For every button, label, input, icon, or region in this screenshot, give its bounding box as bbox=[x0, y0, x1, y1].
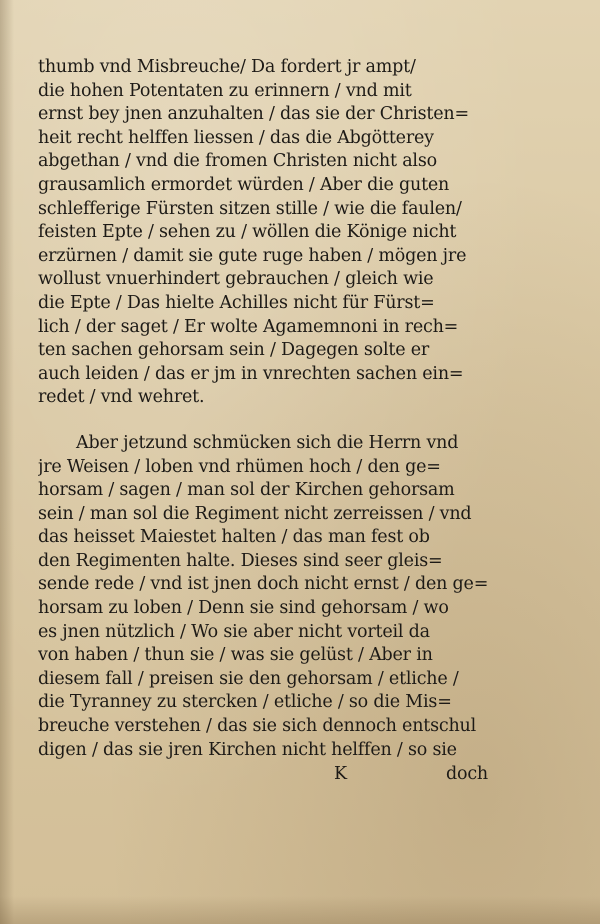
text-line: auch leiden / das er jm in vnrechten sachen ein= bbox=[38, 363, 464, 384]
catchword: doch bbox=[445, 764, 488, 785]
text-line: sende rede / vnd ist jnen doch nicht ernst / den ge= bbox=[38, 574, 489, 595]
text-line: es jnen nützlich / Wo sie aber nicht vorteil da bbox=[38, 621, 430, 642]
signature-mark: K bbox=[334, 764, 347, 785]
text-line: Aber jetzund schmücken sich die Herrn vnd bbox=[76, 432, 459, 453]
text-line: jre Weisen / loben vnd rhümen hoch / den ge= bbox=[38, 456, 441, 477]
text-line: grausamlich ermordet würden / Aber die guten bbox=[38, 174, 450, 195]
paragraph-2 bbox=[38, 432, 500, 762]
text-line: feisten Epte / sehen zu / wöllen die Könige nicht bbox=[38, 222, 457, 243]
text-line: lich / der saget / Er wolte Agamemnoni in rech= bbox=[38, 316, 459, 337]
text-line: ten sachen gehorsam sein / Dagegen solte er bbox=[38, 340, 430, 361]
text-line: die Epte / Das hielte Achilles nicht für Fürst= bbox=[38, 292, 435, 313]
paragraph-1 bbox=[38, 56, 500, 410]
paragraph-gap bbox=[38, 410, 500, 432]
text-line: das heisset Maiestet halten / das man fest ob bbox=[38, 527, 430, 548]
text-line: den Regimenten halte. Dieses sind seer gleis= bbox=[38, 550, 443, 571]
text-line: abgethan / vnd die fromen Christen nicht also bbox=[38, 151, 437, 172]
text-line: thumb vnd Misbreuche/ Da fordert jr ampt/ bbox=[38, 57, 416, 77]
text-line: wollust vnuerhindert gebrauchen / gleich wie bbox=[38, 269, 434, 290]
text-line: die hohen Potentaten zu erinnern / vnd mit bbox=[38, 80, 412, 101]
text-block bbox=[38, 56, 500, 788]
text-line: breuche verstehen / das sie sich dennoch entschul bbox=[38, 716, 477, 737]
text-line: erzürnen / damit sie gute ruge haben / mögen jre bbox=[38, 245, 467, 266]
text-line: sein / man sol die Regiment nicht zerreissen / vnd bbox=[38, 503, 472, 524]
text-line: heit recht helffen liessen / das die Abgötterey bbox=[38, 127, 434, 148]
text-line: ernst bey jnen anzuhalten / das sie der Christen= bbox=[38, 104, 469, 125]
page-footer bbox=[38, 764, 500, 788]
page-bottom-shadow bbox=[0, 896, 600, 924]
text-line: digen / das sie jren Kirchen nicht helffen / so sie bbox=[38, 739, 457, 760]
text-line: von haben / thun sie / was sie gelüst / Aber in bbox=[38, 645, 433, 666]
text-line: redet / vnd wehret. bbox=[38, 387, 205, 408]
text-line: schlefferige Fürsten sitzen stille / wie die faulen/ bbox=[38, 198, 462, 219]
text-line: die Tyranney zu stercken / etliche / so die Mis= bbox=[38, 692, 452, 713]
text-line: diesem fall / preisen sie den gehorsam / etliche / bbox=[38, 668, 459, 689]
text-line: horsam / sagen / man sol der Kirchen gehorsam bbox=[38, 480, 455, 501]
page-edge-shadow bbox=[0, 0, 14, 924]
text-line: horsam zu loben / Denn sie sind gehorsam / wo bbox=[38, 598, 449, 619]
